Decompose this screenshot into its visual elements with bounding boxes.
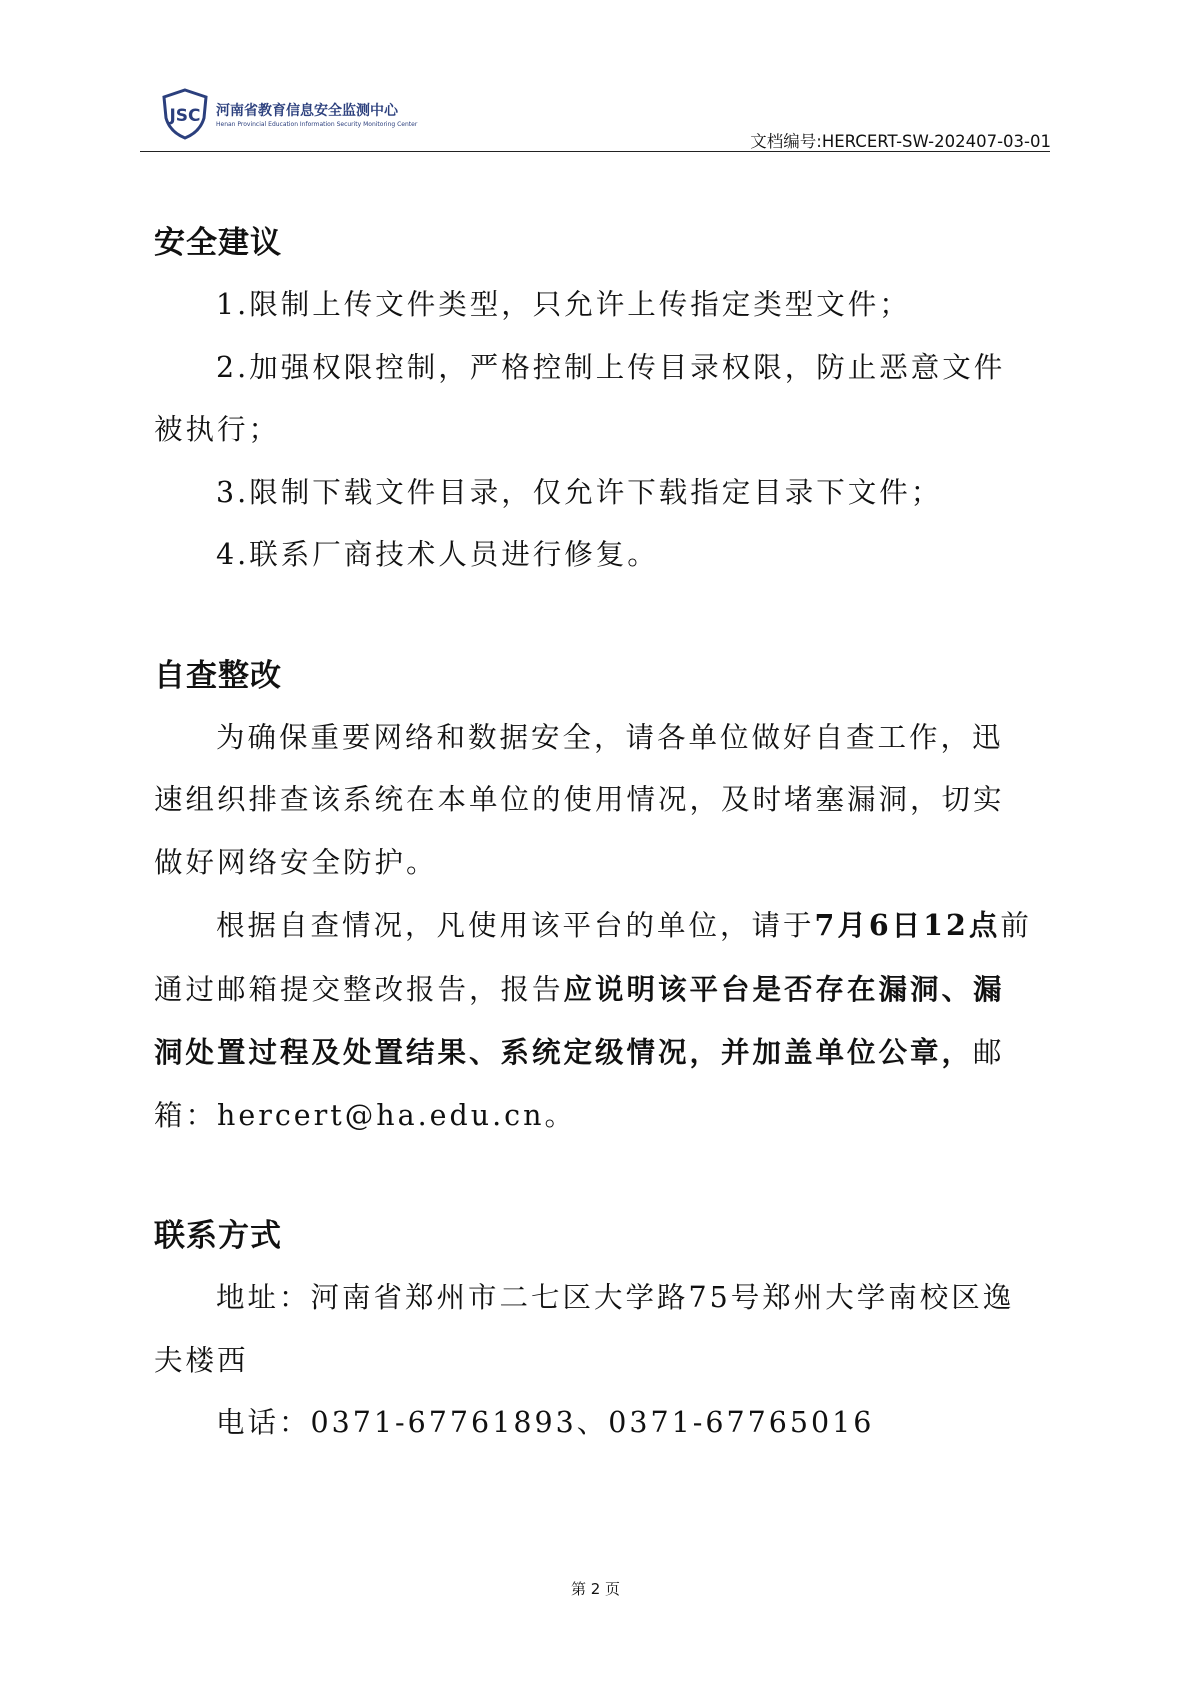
logo-letters: JSC [169, 106, 201, 126]
org-logo [160, 88, 460, 148]
section-title-advice: 安全建议 [154, 225, 282, 261]
advice-item: 3.限制下载文件目录，仅允许下载指定目录下文件； [216, 475, 943, 509]
rectify-paragraph-2 [154, 894, 1034, 1147]
rectify-text: 前通过邮箱提交整改报告，报告 [154, 909, 1032, 1006]
report-requirements-text: 应说明该平台是否存在漏洞、漏洞处置过程及处置结果、系统定级情况，并加盖单位公章， [154, 971, 1005, 1069]
section-title-rectify: 自查整改 [154, 657, 282, 694]
shield-logo-icon [160, 88, 210, 140]
document-number: 文档编号:HERCERT-SW-202407-03-01 [750, 132, 1051, 151]
deadline-text: 7月6日12点 [814, 908, 1001, 942]
advice-item: 2.加强权限控制，严格控制上传目录权限，防止恶意文件被执行； [154, 350, 1006, 446]
header-divider [140, 151, 1050, 152]
rectify-paragraph-1: 为确保重要网络和数据安全，请各单位做好自查工作，迅速组织排查该系统在本单位的使用情况，及时堵塞漏洞，切实做好网络安全防护。 [154, 720, 1005, 879]
section-contact [154, 1205, 1034, 1455]
contact-phone: 电话：0371-67761893、0371-67765016 [216, 1406, 875, 1439]
section-security-advice [154, 212, 1034, 587]
page-number: 第 2 页 [570, 1580, 621, 1598]
advice-item: 1.限制上传文件类型，只允许上传指定类型文件； [216, 288, 911, 321]
section-title-contact: 联系方式 [154, 1218, 282, 1254]
page-header [0, 0, 1191, 160]
rectify-text: 根据自查情况，凡使用该平台的单位，请于 [216, 909, 815, 942]
section-self-check [154, 645, 1034, 1148]
org-name-cn: 河南省教育信息安全监测中心 [216, 103, 398, 119]
email-text: 邮箱：hercert@ha.edu.cn。 [154, 1036, 1005, 1132]
page-content [154, 212, 1034, 1455]
org-name-en: Henan Provincial Education Information Security Monitoring Center [216, 121, 418, 128]
contact-address: 地址：河南省郑州市二七区大学路75号郑州大学南校区逸夫楼西 [154, 1281, 1015, 1377]
advice-item: 4.联系厂商技术人员进行修复。 [216, 538, 659, 571]
